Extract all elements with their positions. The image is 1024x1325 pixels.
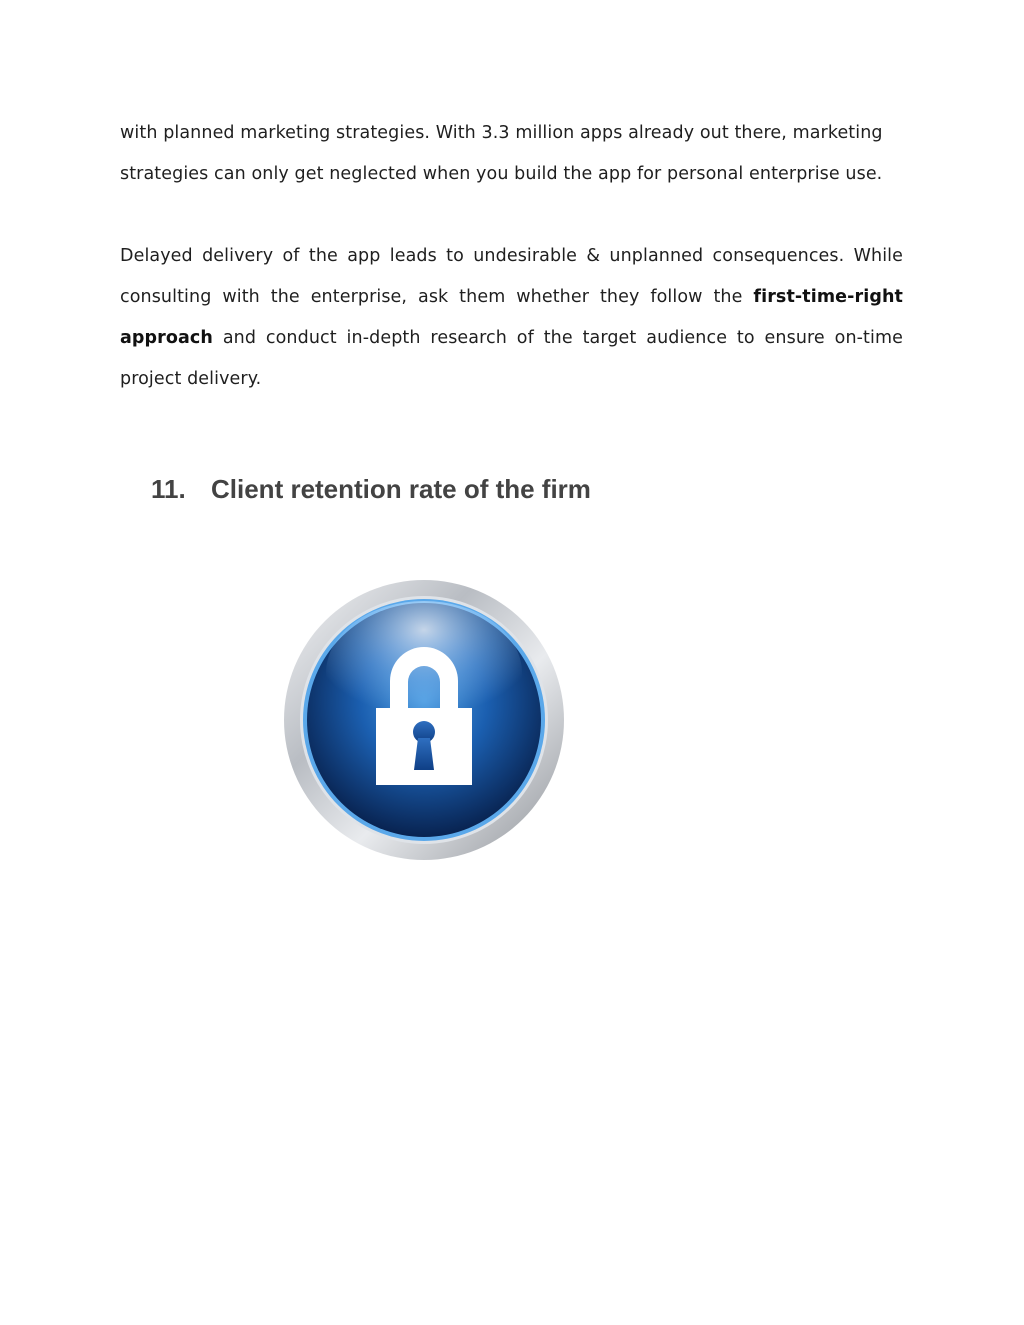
paragraph-delivery [120,236,903,400]
paragraph-marketing-text: with planned marketing strategies. With 3.3 million apps already out there, marketing strategies can only get neglected when you build the app for personal enterprise use. [120,123,883,184]
padlock-figure [282,578,566,862]
bold-phrase: first-time-right approach [120,287,903,348]
paragraph-delivery-text-start: Delayed delivery of the app leads to undesirable & unplanned consequences. While consulting with the enterprise, ask them whether they follow the [120,246,903,307]
section-number: 11. [151,474,186,504]
paragraph-delivery-text-end: and conduct in-depth research of the target audience to ensure on-time project delivery. [120,328,903,389]
section-title: Client retention rate of the firm [211,474,591,504]
padlock-icon [282,578,566,862]
paragraph-marketing [120,113,903,195]
section-heading [151,474,591,505]
